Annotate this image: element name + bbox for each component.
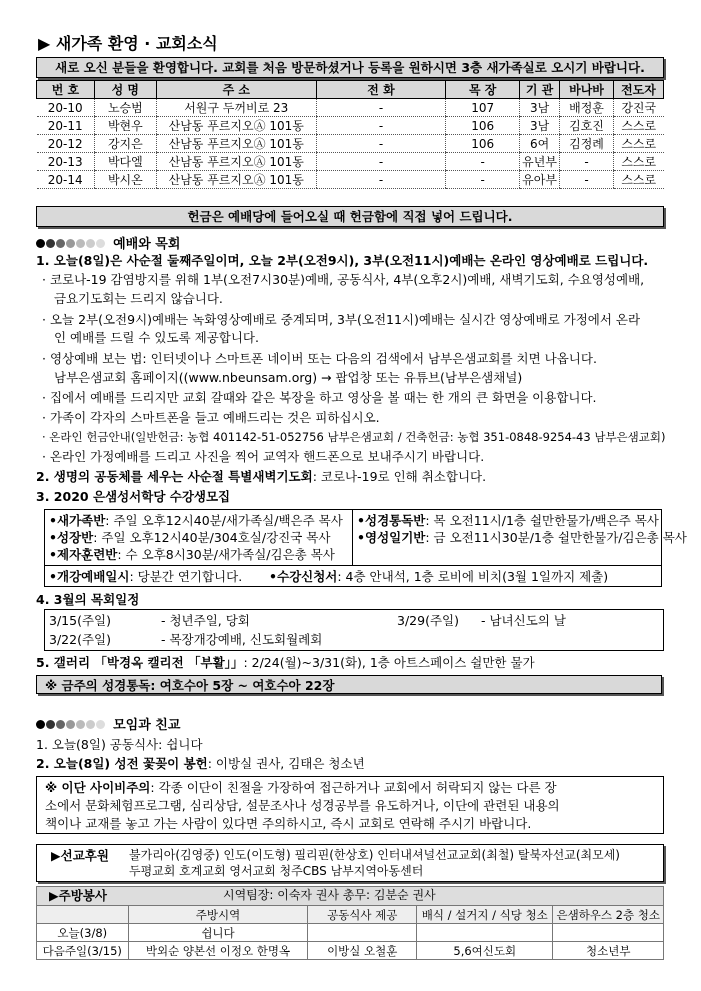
table-cell: 20-12 [37, 135, 95, 153]
newcomer-col-header: 목 장 [446, 81, 520, 99]
table-cell: 3남 [520, 117, 560, 135]
schedule-date: 3/29(주일) [397, 613, 459, 628]
table-row [37, 924, 664, 942]
worship-bullet-3a: · 영상예배 보는 법: 인터넷이나 스마트폰 네이버 또는 다음의 검색에서 남부은샘교회를 치면 나옵니다. [42, 351, 597, 366]
bullet-dots-icon [36, 233, 106, 252]
table-cell: 김호진 [560, 117, 614, 135]
newcomer-col-header: 번 호 [37, 81, 95, 99]
newcomer-col-header: 주 소 [156, 81, 316, 99]
fellowship-heading [36, 714, 180, 733]
table-cell: - [446, 153, 520, 171]
missions-label: ▶선교후원 [51, 848, 109, 863]
table-cell: 산남동 푸르지오Ⓐ 101동 [156, 117, 316, 135]
worship-bullet-2b: 인 예배를 드릴 수 있도록 제공합니다. [54, 330, 259, 345]
table-cell: 스스로 [613, 153, 663, 171]
table-cell: 박시온 [94, 171, 156, 189]
worship-bullet-7: · 온라인 가정예배를 드리고 사진을 찍어 교역자 핸드폰으로 보내주시기 바랍니다. [42, 449, 485, 464]
table-cell: 박외순 양본선 이정오 한명옥 [128, 942, 308, 960]
worship-item-2-bold: 2. 생명의 공동체를 세우는 사순절 특별새벽기도회 [36, 469, 313, 484]
table-cell: - [316, 99, 446, 117]
schedule-event: - 청년주일, 당회 [161, 613, 250, 628]
fellowship-heading-text: 모임과 친교 [113, 718, 181, 733]
bible-reading-banner: ※ 금주의 성경통독: 여호수아 5장 ~ 여호수아 22장 [36, 675, 662, 694]
worship-bullet-6: · 온라인 헌금안내(일반헌금: 농협 401142-51-052756 남부은샘교회 / 건축헌금: 농협 351-0848-9254-43 남부은샘교회) [42, 430, 666, 444]
cult-warning-line: 책이나 교재를 놓고 가는 사람이 있다면 주의하시고, 즉시 교회로 연락해 주시기 바랍니다. [45, 816, 532, 831]
newcomer-header-row [37, 81, 664, 99]
kitchen-col-header: 공동식사 제공 [308, 906, 417, 924]
table-cell: 106 [446, 135, 520, 153]
newcomer-col-header: 전도자 [613, 81, 663, 99]
schedule-date: 3/15(주일) [49, 613, 111, 628]
table-row [37, 942, 664, 960]
kitchen-label: ▶주방봉사 [49, 888, 107, 903]
table-cell: 쉽니다 [128, 924, 308, 942]
newcomer-col-header: 기 관 [520, 81, 560, 99]
newcomer-table [36, 80, 664, 189]
table-cell: 강진국 [613, 99, 663, 117]
worship-item-5 [36, 654, 535, 671]
worship-bullet-3b: 남부은샘교회 홈페이지((www.nbeunsam.org) → 팝업창 또는 유튜브(남부은샘채널) [54, 370, 523, 385]
kitchen-col-header: 은샘하우스 2층 청소 [553, 906, 664, 924]
table-cell [308, 924, 417, 942]
kitchen-header [36, 886, 664, 906]
table-cell: - [316, 153, 446, 171]
table-cell: 스스로 [613, 135, 663, 153]
table-cell: - [560, 153, 614, 171]
table-cell [553, 924, 664, 942]
course-item: •영성일기반: 금 오전11시30분/1층 쉴만한물가/김은총 목사 [357, 530, 687, 545]
table-cell: - [446, 171, 520, 189]
table-cell: 107 [446, 99, 520, 117]
cult-warning-title: ※ 이단 사이비주의 [45, 780, 151, 795]
cult-warning-line: : 각종 이단이 친절을 가장하여 접근하거나 교회에서 허락되지 않는 다른 장 [150, 780, 557, 795]
table-row [37, 117, 664, 135]
table-cell: 20-10 [37, 99, 95, 117]
table-cell: 산남동 푸르지오Ⓐ 101동 [156, 153, 316, 171]
table-cell: 이방실 오철훈 [308, 942, 417, 960]
table-cell: 산남동 푸르지오Ⓐ 101동 [156, 135, 316, 153]
table-cell: 노승범 [94, 99, 156, 117]
table-cell: 산남동 푸르지오Ⓐ 101동 [156, 171, 316, 189]
kitchen-leaders: 시역팀장: 이숙자 권사 총무: 김분순 권사 [223, 888, 436, 902]
gallery-title: 5. 갤러리 「박경옥 캘리전 「부활」」 [36, 655, 244, 670]
newcomer-col-header: 바나바 [560, 81, 614, 99]
schedule-event: - 목장개강예배, 신도회월례회 [161, 632, 323, 647]
table-cell: 3남 [520, 99, 560, 117]
worship-item-2-rest: : 코로나-19로 인해 취소합니다. [312, 469, 487, 484]
course-apply: •수강신청서: 4층 안내석, 1층 로비에 비치(3월 1일까지 제출) [269, 569, 609, 584]
kitchen-table [36, 905, 664, 960]
worship-heading [36, 233, 180, 252]
newcomer-col-header: 전 화 [316, 81, 446, 99]
welcome-banner: 새로 오신 분들을 환영합니다. 교회를 처음 방문하셨거나 등록을 원하시면 3층 새가족실로 오시기 바랍니다. [36, 57, 664, 78]
course-opening: •개강예배일시: 당분간 연기합니다. [49, 569, 243, 584]
worship-item-4: 4. 3월의 목회일정 [36, 592, 140, 607]
worship-heading-text: 예배와 목회 [113, 237, 181, 252]
table-cell: - [560, 171, 614, 189]
cult-warning-line: 소에서 문화체험프로그램, 심리상담, 설문조사나 성경공부를 유도하거나, 이단에 관련된 내용의 [45, 798, 560, 813]
fellowship-item-2: 2. 오늘(8일) 성전 꽃꽂이 봉헌: 이방실 권사, 김태은 청소년 [36, 756, 365, 771]
missions-line-2: 두평교회 호계교회 영서교회 청주CBS 남부지역아동센터 [129, 864, 424, 878]
course-item: •성경통독반: 목 오전11시/1층 쉴만한물가/백은주 목사 [357, 513, 659, 528]
table-cell: 청소년부 [553, 942, 664, 960]
table-cell: 유아부 [520, 171, 560, 189]
section-title: ▶ 새가족 환영 · 교회소식 [38, 34, 218, 53]
missions-box [36, 844, 664, 882]
schedule-event: - 남녀신도의 날 [481, 613, 566, 628]
table-cell: 강지은 [94, 135, 156, 153]
bullet-dots-icon [36, 714, 106, 733]
course-item: •제자훈련반: 수 오후8시30분/새가족실/김은총 목사 [49, 547, 335, 562]
table-row [37, 99, 664, 117]
table-cell: 박다엘 [94, 153, 156, 171]
table-cell: 106 [446, 117, 520, 135]
table-cell: - [316, 171, 446, 189]
worship-bullet-1a: · 코로나-19 감염방지를 위해 1부(오전7시30분)예배, 공동식사, 4부(오후2시)예배, 새벽기도회, 수요영성예배, [42, 272, 645, 287]
worship-bullet-2a: · 오늘 2부(오전9시)예배는 녹화영상예배로 중계되며, 3부(오전11시)예배는 실시간 영상예배로 가정에서 온라 [42, 312, 641, 327]
table-cell: 스스로 [613, 171, 663, 189]
table-row [37, 171, 664, 189]
worship-bullet-5: · 가족이 각자의 스마트폰을 들고 예배드리는 것은 피하십시오. [42, 410, 380, 425]
course-item: •성장반: 주일 오후12시40분/304호실/강진국 목사 [49, 530, 331, 545]
worship-bullet-4: · 집에서 예배를 드리지만 교회 갈때와 같은 복장을 하고 영상을 볼 때는 한 개의 큰 화면을 이용합니다. [42, 390, 597, 405]
schedule-date: 3/22(주일) [49, 632, 111, 647]
table-cell: 5,6여신도회 [417, 942, 553, 960]
table-row [37, 153, 664, 171]
worship-bullet-1b: 금요기도회는 드리지 않습니다. [54, 291, 223, 306]
worship-item-3: 3. 2020 은샘성서학당 수강생모집 [36, 489, 231, 504]
table-cell: 20-14 [37, 171, 95, 189]
course-box [44, 509, 687, 587]
worship-item-2 [36, 468, 486, 485]
table-cell: 다음주일(3/15) [37, 942, 129, 960]
table-cell [417, 924, 553, 942]
worship-item-1: 1. 오늘(8일)은 사순절 둘째주일이며, 오늘 2부(오전9시), 3부(오전11시)예배는 온라인 영상예배로 드립니다. [36, 253, 649, 268]
kitchen-col-header: 배식 / 설거지 / 식당 청소 [417, 906, 553, 924]
course-item: •새가족반: 주일 오후12시40분/새가족실/백은주 목사 [49, 513, 343, 528]
fellowship-item-1: 1. 오늘(8일) 공동식사: 쉽니다 [36, 737, 203, 752]
table-cell: 유년부 [520, 153, 560, 171]
table-cell: 20-13 [37, 153, 95, 171]
table-cell: 배정훈 [560, 99, 614, 117]
table-cell: 오늘(3/8) [37, 924, 129, 942]
table-cell: 박현우 [94, 117, 156, 135]
table-cell: 6여 [520, 135, 560, 153]
cult-warning-box [36, 776, 664, 834]
table-cell: 김정례 [560, 135, 614, 153]
offering-notice: 헌금은 예배당에 들어오실 때 헌금함에 직접 넣어 드립니다. [36, 206, 664, 227]
schedule-box [44, 609, 664, 651]
kitchen-col-header [37, 906, 129, 924]
table-cell: 서원구 두꺼비로 23 [156, 99, 316, 117]
gallery-detail: : 2/24(월)~3/31(화), 1층 아트스페이스 쉴만한 물가 [243, 655, 535, 670]
table-cell: - [316, 117, 446, 135]
table-row [37, 135, 664, 153]
missions-line-1: 불가리아(김영중) 인도(이도형) 필리핀(한상호) 인터내셔널선교교회(최철) 탈북자선교(최모세) [129, 848, 620, 862]
kitchen-col-header: 주방시역 [128, 906, 308, 924]
table-cell: - [316, 135, 446, 153]
table-cell: 20-11 [37, 117, 95, 135]
newcomer-col-header: 성 명 [94, 81, 156, 99]
table-cell: 스스로 [613, 117, 663, 135]
